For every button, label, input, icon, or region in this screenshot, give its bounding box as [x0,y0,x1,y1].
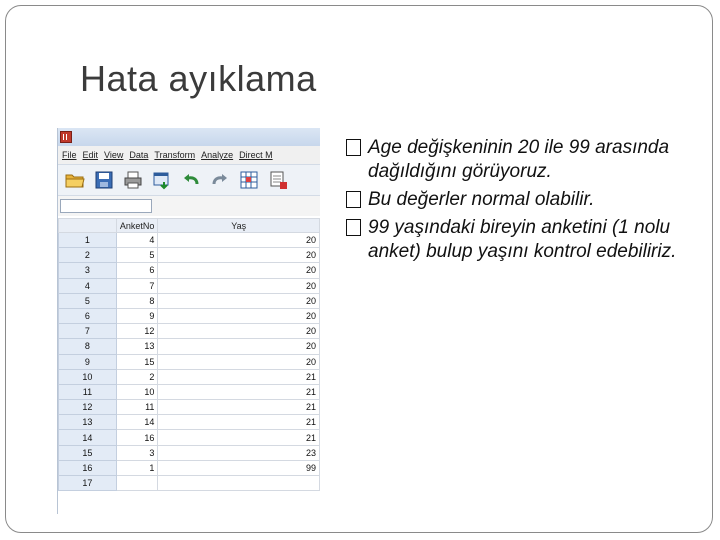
row-number[interactable]: 7 [59,324,117,339]
cell-anketno[interactable]: 16 [116,430,158,445]
goto-case-icon[interactable] [238,169,260,191]
column-header-yas[interactable]: Yaş [158,219,320,233]
table-row [59,233,320,248]
cell-reference-bar [58,196,320,216]
cell-yas[interactable]: 20 [158,339,320,354]
row-number[interactable]: 8 [59,339,117,354]
cell-yas[interactable]: 20 [158,233,320,248]
cell-yas[interactable]: 21 [158,430,320,445]
print-icon[interactable] [122,169,144,191]
bullet-text: 99 yaşındaki bireyin anketini (1 nolu anket) bulup yaşını kontrol edebiliriz. [368,217,677,262]
cell-anketno[interactable]: 1 [116,460,158,475]
window-titlebar [58,128,320,146]
table-row [59,324,320,339]
cell-anketno[interactable]: 13 [116,339,158,354]
table-row [59,339,320,354]
cell-anketno[interactable]: 11 [116,400,158,415]
menu-data[interactable]: Data [129,150,149,160]
cell-anketno[interactable]: 6 [116,263,158,278]
table-row [59,445,320,460]
cell-yas[interactable]: 21 [158,369,320,384]
cell-yas[interactable]: 20 [158,354,320,369]
bullet-item [346,216,686,264]
cell-anketno[interactable]: 4 [116,233,158,248]
cell-yas[interactable]: 20 [158,324,320,339]
menu-transform[interactable]: Transform [154,150,196,160]
cell-yas[interactable] [158,476,320,491]
variables-icon[interactable] [267,169,289,191]
menu-edit[interactable]: Edit [82,150,99,160]
row-number[interactable]: 4 [59,278,117,293]
cell-anketno[interactable]: 3 [116,445,158,460]
cell-yas[interactable]: 99 [158,460,320,475]
column-header-anketno[interactable]: AnketNo [116,219,158,233]
table-row [59,369,320,384]
cell-reference-field[interactable] [60,199,152,213]
cell-anketno[interactable]: 7 [116,278,158,293]
cell-yas[interactable]: 21 [158,415,320,430]
grid-header-row [59,219,320,233]
menu-view[interactable]: View [104,150,124,160]
table-row [59,384,320,399]
cell-yas[interactable]: 20 [158,278,320,293]
row-number[interactable]: 3 [59,263,117,278]
row-number[interactable]: 6 [59,308,117,323]
table-row [59,400,320,415]
menu-analyze[interactable]: Analyze [201,150,234,160]
table-row [59,415,320,430]
spss-app-icon [60,131,72,143]
table-row [59,278,320,293]
cell-yas[interactable]: 20 [158,308,320,323]
row-number[interactable]: 2 [59,248,117,263]
table-row [59,354,320,369]
row-number[interactable]: 5 [59,293,117,308]
bullet-text: Age değişkeninin 20 ile 99 arasında dağıldığını görüyoruz. [368,137,670,182]
cell-anketno[interactable]: 5 [116,248,158,263]
row-number[interactable]: 9 [59,354,117,369]
row-number[interactable]: 11 [59,384,117,399]
cell-yas[interactable]: 20 [158,263,320,278]
row-number[interactable]: 15 [59,445,117,460]
row-number[interactable]: 14 [59,430,117,445]
bullet-list [346,136,686,268]
cell-anketno[interactable]: 8 [116,293,158,308]
table-row [59,263,320,278]
table-row [59,430,320,445]
bullet-marker-icon [346,139,361,156]
table-row [59,460,320,475]
cell-anketno[interactable]: 12 [116,324,158,339]
bullet-item [346,188,686,212]
cell-anketno[interactable]: 10 [116,384,158,399]
row-number[interactable]: 10 [59,369,117,384]
cell-anketno[interactable]: 2 [116,369,158,384]
toolbar [58,164,320,196]
open-folder-icon[interactable] [64,169,86,191]
row-number[interactable]: 13 [59,415,117,430]
corner-cell[interactable] [59,219,117,233]
menu-direct-marketing[interactable]: Direct M [239,150,273,160]
table-row [59,308,320,323]
cell-anketno[interactable]: 14 [116,415,158,430]
table-row [59,293,320,308]
redo-icon[interactable] [209,169,231,191]
bullet-text: Bu değerler normal olabilir. [368,189,595,210]
data-grid [58,218,320,491]
cell-yas[interactable]: 21 [158,384,320,399]
menu-bar [58,146,320,164]
row-number[interactable]: 1 [59,233,117,248]
cell-yas[interactable]: 23 [158,445,320,460]
cell-anketno[interactable] [116,476,158,491]
dialog-recall-icon[interactable] [151,169,173,191]
table-row [59,248,320,263]
row-number[interactable]: 16 [59,460,117,475]
bullet-marker-icon [346,219,361,236]
table-row [59,476,320,491]
cell-anketno[interactable]: 9 [116,308,158,323]
undo-icon[interactable] [180,169,202,191]
save-icon[interactable] [93,169,115,191]
slide-title: Hata ayıklama [80,58,317,99]
bullet-item [346,136,686,184]
cell-yas[interactable]: 20 [158,293,320,308]
cell-yas[interactable]: 21 [158,400,320,415]
menu-file[interactable]: File [62,150,77,160]
cell-yas[interactable]: 20 [158,248,320,263]
spss-data-editor-screenshot [57,128,320,514]
row-number[interactable]: 17 [59,476,117,491]
row-number[interactable]: 12 [59,400,117,415]
bullet-marker-icon [346,191,361,208]
cell-anketno[interactable]: 15 [116,354,158,369]
